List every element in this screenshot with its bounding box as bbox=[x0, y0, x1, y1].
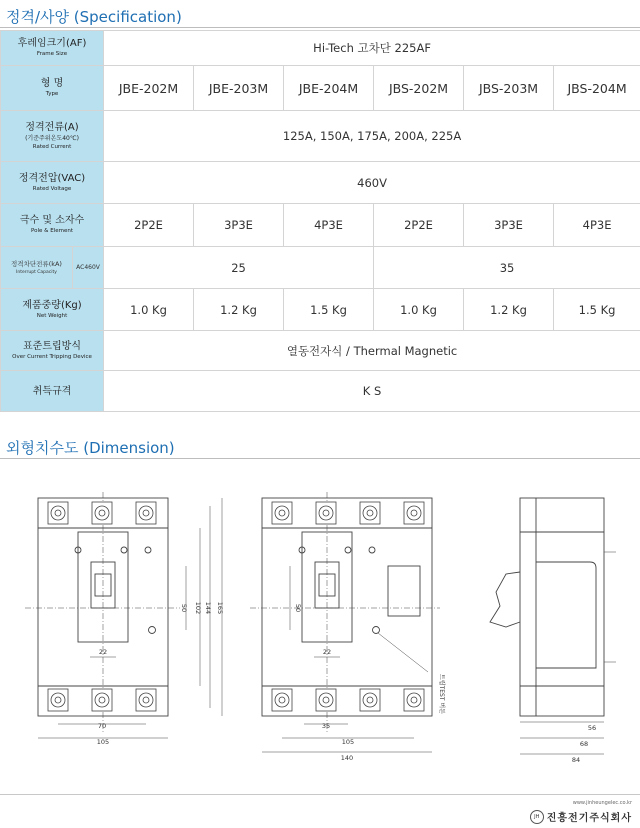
value-certification: K S bbox=[104, 371, 640, 412]
value-tripping: 열동전자식 / Thermal Magnetic bbox=[104, 331, 640, 371]
weight-cell: 1.2 Kg bbox=[464, 289, 554, 331]
front-dim-105: 105 bbox=[96, 738, 110, 746]
side-dim-56: 56 bbox=[587, 724, 597, 732]
spec-section-title: 정격/사양 (Specification) bbox=[6, 8, 182, 26]
spec-table bbox=[0, 30, 640, 412]
row-interrupt-capacity bbox=[1, 247, 640, 289]
side-view-drawing bbox=[490, 498, 616, 754]
capacity-jbs: 35 bbox=[374, 247, 640, 289]
front-dim-165: 165 bbox=[216, 601, 224, 615]
footer-divider bbox=[0, 794, 640, 795]
front-dim-22: 22 bbox=[98, 648, 108, 656]
front-view-drawing bbox=[25, 492, 222, 738]
label-poles: 극수 및 소자수 Pole & Element bbox=[1, 204, 104, 247]
spec-title-divider bbox=[0, 27, 640, 28]
weight-cell: 1.2 Kg bbox=[194, 289, 284, 331]
type-cell: JBE-203M bbox=[194, 66, 284, 111]
value-rated-voltage: 460V bbox=[104, 162, 640, 204]
mid-dim-35: 35 bbox=[321, 722, 331, 730]
capacity-jbe: 25 bbox=[104, 247, 374, 289]
row-poles bbox=[1, 204, 640, 247]
type-cell: JBS-203M bbox=[464, 66, 554, 111]
trip-test-button-label: 트립TEST 버튼 bbox=[438, 673, 445, 715]
value-frame-size: Hi-Tech 고차단 225AF bbox=[104, 31, 640, 66]
company-name: 진흥전기주식회사 bbox=[546, 813, 632, 824]
label-interrupt-capacity: 정격차단전류(kA) Interrupt Capacity bbox=[1, 247, 73, 289]
value-rated-current: 125A, 150A, 175A, 200A, 225A bbox=[104, 111, 640, 162]
front-dim-144: 144 bbox=[204, 601, 212, 615]
dimension-drawings bbox=[0, 462, 640, 792]
mid-dim-105: 105 bbox=[341, 738, 355, 746]
row-net-weight bbox=[1, 289, 640, 331]
pole-cell: 2P2E bbox=[104, 204, 194, 247]
front-dim-70: 70 bbox=[97, 722, 107, 730]
label-type: 형 명 Type bbox=[1, 66, 104, 111]
dimension-section-title: 외형치수도 (Dimension) bbox=[6, 439, 175, 457]
pole-cell: 3P3E bbox=[464, 204, 554, 247]
pole-cell: 2P2E bbox=[374, 204, 464, 247]
row-frame-size bbox=[1, 31, 640, 66]
pole-cell: 4P3E bbox=[554, 204, 640, 247]
front-dim-50: 50 bbox=[180, 603, 188, 613]
row-rated-voltage bbox=[1, 162, 640, 204]
mid-dim-50: 50 bbox=[294, 603, 302, 613]
mid-dim-22: 22 bbox=[322, 648, 332, 656]
weight-cell: 1.5 Kg bbox=[554, 289, 640, 331]
label-certification: 취득규격 bbox=[1, 371, 104, 412]
type-cell: JBE-202M bbox=[104, 66, 194, 111]
side-dim-84: 84 bbox=[571, 756, 581, 764]
dimension-title-divider bbox=[0, 458, 640, 459]
row-type bbox=[1, 66, 640, 111]
label-ac460v: AC460V bbox=[73, 247, 104, 289]
type-cell: JBS-204M bbox=[554, 66, 640, 111]
four-pole-view-drawing bbox=[250, 492, 440, 752]
label-tripping: 표준트립방식 Over Current Tripping Device bbox=[1, 331, 104, 371]
label-rated-voltage: 정격전압(VAC) Rated Voltage bbox=[1, 162, 104, 204]
mid-dim-140: 140 bbox=[340, 754, 354, 762]
label-net-weight: 제품중량(Kg) Net Weight bbox=[1, 289, 104, 331]
row-tripping bbox=[1, 331, 640, 371]
side-dim-68: 68 bbox=[579, 740, 589, 748]
weight-cell: 1.0 Kg bbox=[104, 289, 194, 331]
company-url: www.jinheungelec.co.kr bbox=[572, 800, 632, 806]
pole-cell: 3P3E bbox=[194, 204, 284, 247]
company-logo bbox=[530, 800, 632, 825]
label-frame-size: 후레임크기(AF) Frame Size bbox=[1, 31, 104, 66]
weight-cell: 1.5 Kg bbox=[284, 289, 374, 331]
pole-cell: 4P3E bbox=[284, 204, 374, 247]
row-rated-current bbox=[1, 111, 640, 162]
row-certification bbox=[1, 371, 640, 412]
company-mark-icon: JH bbox=[530, 810, 544, 824]
front-dim-102: 102 bbox=[194, 601, 202, 615]
type-cell: JBE-204M bbox=[284, 66, 374, 111]
label-rated-current: 정격전류(A) (기준주위온도40℃) Rated Current bbox=[1, 111, 104, 162]
weight-cell: 1.0 Kg bbox=[374, 289, 464, 331]
type-cell: JBS-202M bbox=[374, 66, 464, 111]
